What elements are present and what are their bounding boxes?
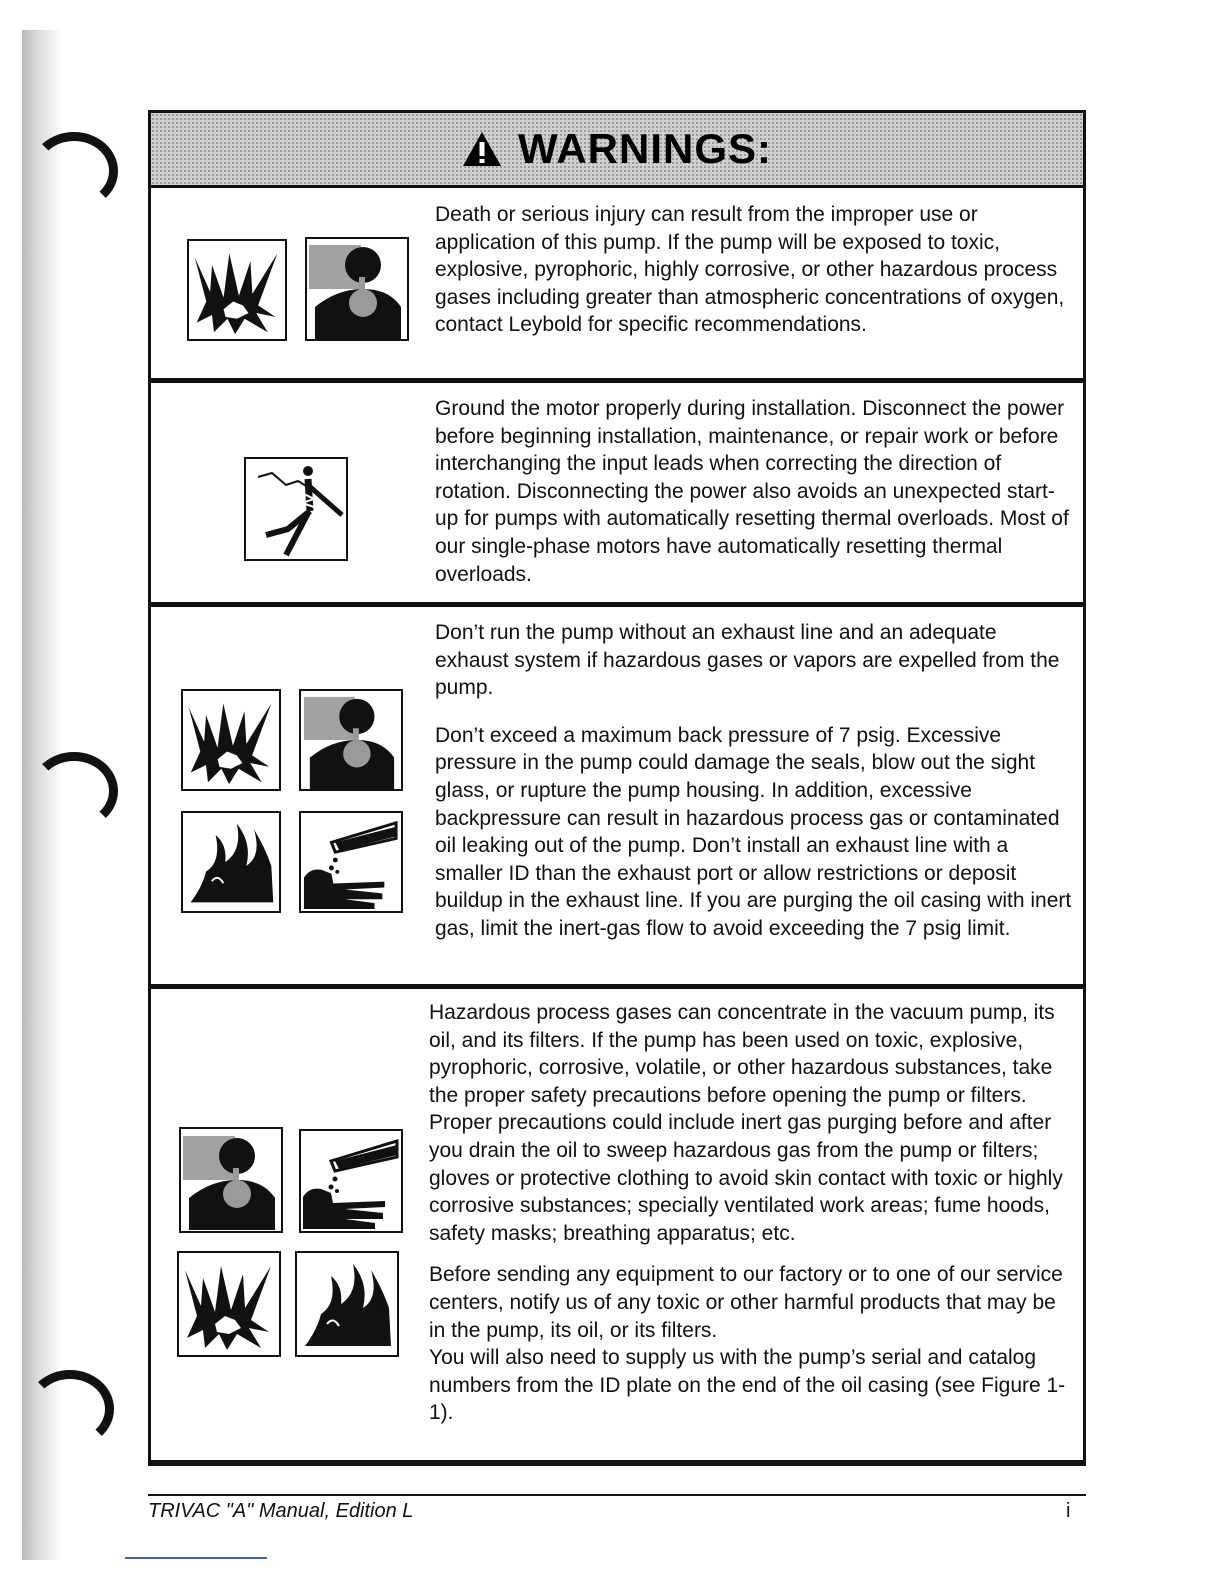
warning-text [435,619,1075,963]
warning-paragraph: Death or serious injury can result from the improper use or application of this pump. If the pump will be exposed to toxic, explosive, pyrophoric, highly corrosive, or other hazardous process gases including greater than atmospheric concentrations of oxygen, contact Leybold for specific recommendations. [435,203,1065,337]
warning-triangle-icon [462,131,502,167]
warnings-panel [148,110,1086,1466]
explosion-icon [177,1251,281,1357]
warning-section-hazardous-gases [151,989,1083,1466]
footer-rule [148,1494,1086,1496]
warning-text [435,201,1075,359]
warning-paragraph: Ground the motor properly during installation. Disconnect the power before beginning installation, maintenance, or repair work or before interchanging the input leads when correcting the direction of rotation. Disconnecting the power also avoids an unexpected start-up for pumps with automatically resetting thermal overloads. Most of our single-phase motors have automatically resetting thermal overloads. [435,397,1069,586]
corrosive-icon [299,1129,403,1233]
toxic-gas-icon [305,237,409,341]
footer-manual-title: TRIVAC "A" Manual, Edition L [148,1500,414,1522]
electric-shock-icon [244,457,348,561]
footer-page-number: i [1066,1500,1071,1522]
warning-paragraph: Don’t exceed a maximum back pressure of 7 psig. Excessive pressure in the pump could damage the seals, blow out the sight glass, or rupture the pump housing. In addition, excessive backpressure can result in hazardous process gas or contaminated oil leaking out of the pump. Don’t install an exhaust line with a smaller ID than the exhaust port or allow restrictions or deposit buildup in the exhaust line. If you are purging the oil casing with inert gas, limit the inert-gas flow to avoid exceeding the 7 psig limit. [435,723,1072,940]
warnings-title: WARNINGS: [518,125,772,172]
warnings-header [151,113,1083,188]
bottom-link-underline [125,1557,267,1559]
explosion-icon [187,239,287,341]
warning-paragraph: Before sending any equipment to our factory or to one of our service centers, notify us of any toxic or other harmful products that may be in the pump, its oil, or its filters. [429,1263,1063,1342]
warning-section-improper-use [151,185,1083,383]
warning-text [429,999,1069,1427]
warning-text [435,395,1075,608]
toxic-gas-icon [299,689,403,791]
warning-paragraph: You will also need to supply us with the pump’s serial and catalog numbers from the ID plate on the end of the oil casing (see Figure 1-1). [429,1346,1066,1425]
warning-paragraph: Hazardous process gases can concentrate in the vacuum pump, its oil, and its filters. If the pump has been used on toxic, explosive, pyrophoric, corrosive, volatile, or other hazardous substances, take the proper safety precautions before opening the pump or filters. Proper precautions could include inert gas purging before and after you drain the oil to sweep hazardous gas from the pump or filters; gloves or protective clothing to avoid skin contact with toxic or highly corrosive substances; specially ventilated work areas; fume hoods, safety masks; breathing apparatus; etc. [429,1001,1063,1245]
warning-section-grounding [151,383,1083,607]
fire-icon [181,811,281,913]
binder-ring [30,752,118,830]
warning-section-exhaust [151,607,1083,989]
binder-ring [30,132,118,210]
warning-paragraph: Don’t run the pump without an exhaust line and an adequate exhaust system if hazardous gases or vapors are expelled from the pump. [435,621,1060,700]
fire-icon [295,1251,399,1357]
explosion-icon [181,689,281,791]
corrosive-icon [299,811,403,913]
binder-ring [26,1370,114,1448]
toxic-gas-icon [179,1127,283,1233]
